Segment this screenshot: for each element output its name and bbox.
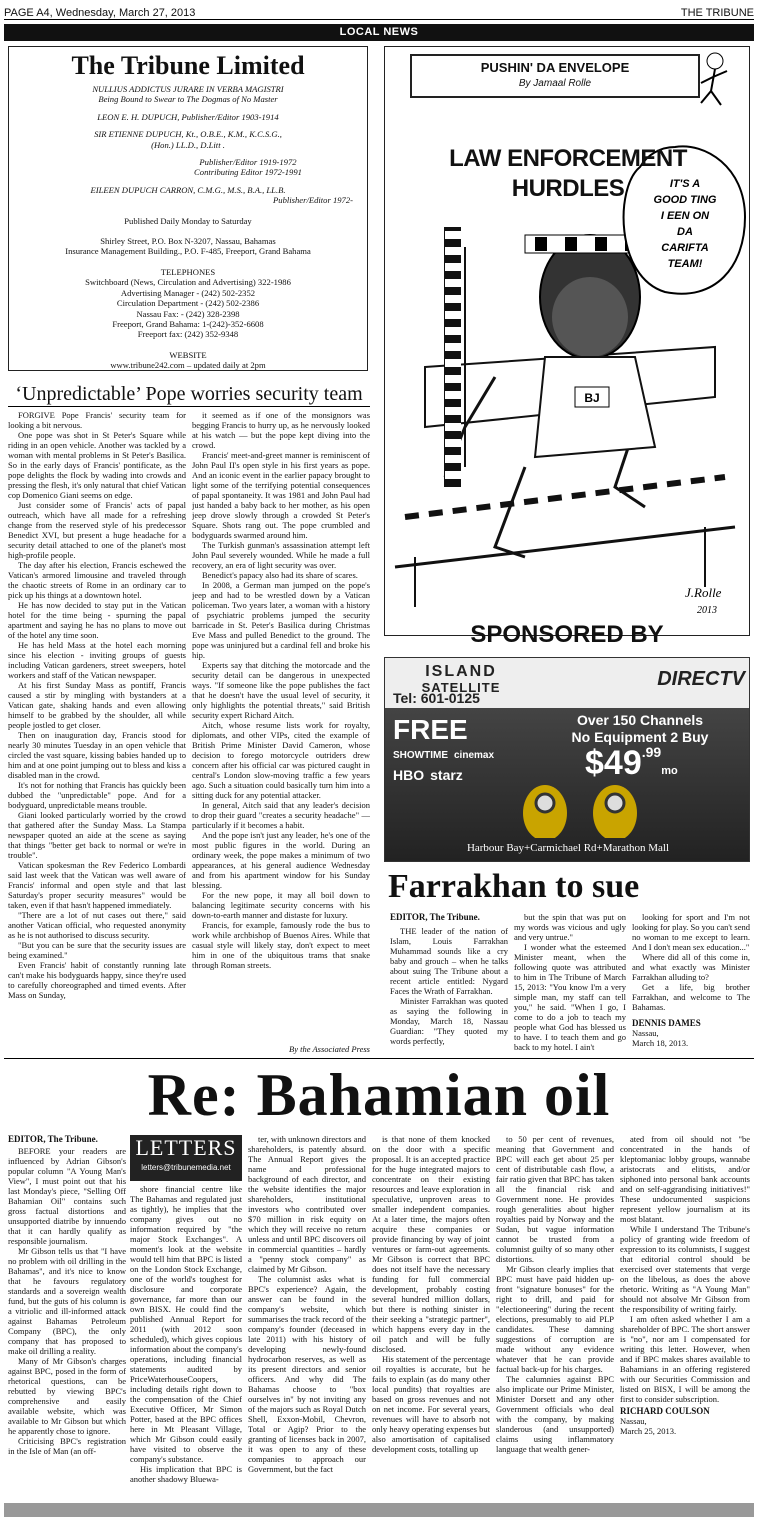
oil-column-6-text: [620, 1134, 750, 1404]
oil-place: Nassau,: [620, 1416, 647, 1426]
paragraph: ated from oil should not "be concentrated in the hands of kleptomaniac lobby groups, wannabe aristocrats and elitists, and/or siphoned into personal bank accounts and on self-aggrandising initiatives!" These undocumented suspicions represent yellow journalism at its most blatant.: [620, 1134, 750, 1224]
paragraph: In 2008, a German man jumped on the pope's jeep and had to be wrestled down by a Vatican policeman. Two years later, a woman with a history of psychiatric problems jumped the security barricade in St. Peter's Basilica during Christmas Eve Mass and pulled Benedict to the ground. The pope was uninjured but a cardinal fell and broke his hip.: [192, 580, 370, 660]
paragraph: His statement of the percentage oil royalties is accurate, but he fails to explain (as do many other local pundits) that royalties are based on gross revenues and not on net income. For several years, revenues will have to absorb not only heavy operating expenses but also amortisation of capitalised development costs, totalling up: [372, 1354, 490, 1454]
masthead-title: The Tribune Limited: [71, 51, 305, 80]
cartoon-author: By Jamaal Rolle: [518, 78, 592, 89]
paragraph: THE leader of the nation of Islam, Louis Farrakhan Muhammad sounds like a cry baby and grouch – when he talks about suing The Tribune about a recent article entitled: Nygard Faces the Wrath of Farrakhan.: [390, 926, 508, 996]
farrakhan-headline: Farrakhan to sue: [388, 868, 640, 905]
oil-column-6: [620, 1134, 750, 1498]
paragraph: "There are a lot of nut cases out there," said another Vatican official, who requested anonymity as he is not authorised to discuss security.: [8, 910, 186, 940]
masthead-pub2d: Contributing Editor 1972-1991: [194, 167, 302, 178]
cartoon-shirt-label: BJ: [584, 391, 600, 405]
paragraph: looking for sport and I'm not looking for play. So you can't send no woman to me except to learn. And I don't mean sex education...": [632, 912, 750, 952]
paragraph: Minister Farrakhan was quoted as saying the following in Monday, March 18, Nassau Guardian: "They quoted my words perfectly,: [390, 996, 508, 1046]
masthead-published: Published Daily Monday to Saturday: [124, 215, 252, 226]
masthead-tel5: Freeport, Grand Bahama: 1-(242)-352-6608: [112, 318, 264, 329]
masthead-web-heading: WEBSITE: [169, 349, 207, 360]
farrakhan-column-3: [632, 912, 750, 1052]
masthead-pub2c: Publisher/Editor 1919-1972: [199, 157, 297, 168]
paragraph: The day after his election, Francis eschewed the Vatican's armored limousine and traveled through the chaotic streets of Rome in an ordinary car to pick up his things at a downtown hotel.: [8, 560, 186, 600]
paragraph: It's not for nothing that Francis has quickly been dubbed the "unpredictable" pope. And for a bodyguard, unpredictable means trouble.: [8, 780, 186, 810]
pope-byline: By the Associated Press: [289, 1044, 370, 1054]
masthead-tel6: Freeport fax: (242) 352-9348: [137, 329, 239, 340]
paragraph: Just consider some of Francis' acts of papal outreach, which have all made for a refreshing change from the reserved style of his predecessor Benedict XVI, but present a huge headache for a security detail attached to one of the planet's most high-profile people.: [8, 500, 186, 560]
paragraph: Aitch, whose resume lists work for royalty, diplomats, and other VIPs, cited the example of British Prime Minister David Cameron, whose decision to forego motorcycle outriders drew concern after his official car was pictured caught in central's London slow-moving traffic a few years ago. Such a situation could basically turn him into a sitting duck for any potential attacker.: [192, 720, 370, 800]
paragraph: Mr Gibson tells us that "I have no problem with oil drilling in the Bahamas", and it's nice to know that he favours regulatory standards and a sovereign wealth fund, but the guts of his column is a vitriolic and ill-informed attack against Bahamas Petroleum Company (BPC), the only company that has proposed to make oil drilling a reality.: [8, 1246, 126, 1356]
farrakhan-date: March 18, 2013.: [632, 1038, 689, 1048]
oil-column-4: [372, 1134, 490, 1498]
bubble-line-3: I EEN ON: [660, 210, 710, 222]
paragraph: The Turkish gunman's assassination attempt left John Paul severely wounded. While he made a full recovery, an era of light security was over.: [192, 540, 370, 570]
paragraph: shore financial centre like The Bahamas and regulated just as tightly), he implies that the company gives out no information required by "the major Stock Exchanges". A moment's look at the website would tell him that BPC is listed on the London Stock Exchange, one of the world's toughest for disclosure and corporate governance, far more than our own BISX. He could find the published Annual Report for 2011 (with 2012 soon scheduled), which gives copious information about the company's operations, including financial statements audited by PriceWaterhouseCoopers, including details right down to the compensation of the Chief Executive Officer, Mr Simon Potter, based at the BPC offices here in Mt Pleasant Village, which Mr Gibson could easily have visited to observe the company's substance.: [130, 1184, 242, 1464]
oil-salutation: EDITOR, The Tribune.: [8, 1134, 98, 1144]
ad-channel-2: cinemax: [454, 750, 495, 761]
editorial-cartoon: [384, 46, 750, 636]
farrakhan-column-2: [514, 912, 626, 1052]
masthead-pub2b: (Hon.) LL.D., D.Litt .: [151, 139, 225, 150]
masthead-tel1: Switchboard (News, Circulation and Advertising) 322-1986: [85, 277, 291, 288]
farrakhan-signature: DENNIS DAMES: [632, 1018, 701, 1028]
paragraph: BEFORE your readers are influenced by Adrian Gibson's popular column "A Young Man's View", I must point out that his last Monday's piece, "Selling Off Bahamian Oil" contains such gross factual distortions and unsupported diatribe by innuendo that it can hardly qualify as responsible journalism.: [8, 1146, 126, 1246]
paragraph: And the pope isn't just any leader, he's one of the most public figures in the world. During an ordinary week, the pope makes a minimum of two appearances, at his general audience Wednesday and from his apartment window for his Sunday blessing.: [192, 830, 370, 890]
masthead-tel3: Circulation Department - (242) 502-2386: [116, 298, 260, 309]
paragraph: Even Francis' habit of constantly running late can't make his bodyguards happy, since they're used to carefully choreographed and timed events. After Mass on Sunday,: [8, 960, 186, 1000]
paragraph: is that none of them knocked on the door with a specific proposal. It is an accepted practice for the huge integrated majors to concentrate on their existing resources and leave exploration in speculative, unproven areas to smaller independent companies. At a later time, the majors often acquire these companies or provide financing by way of joint ventures or farm-out agreements. Mr Gibson is correct that BPC does not itself have the necessary funding for full commercial development, probably costing several hundred million dollars, but there is nothing sinister in their seeking a "strategic partner", which happens every day in the oil patch and will be fully disclosed.: [372, 1134, 490, 1354]
paragraph: Benedict's papacy also had its share of scares.: [202, 570, 358, 580]
paragraph: Criticising BPC's registration in the Isle of Man (an off-: [8, 1436, 126, 1456]
pope-column-1: [8, 410, 186, 1056]
masthead-motto-en: Being Bound to Swear to The Dogmas of No Master: [98, 94, 278, 105]
paragraph: The calumnies against BPC also implicate our Prime Minister, Minister Dorsett and any other Government officials who deal with the company, by making slanderous (and unsupported) claims using inflammatory language that wealth gener-: [496, 1374, 614, 1454]
paragraph: He has held Mass at the hotel each morning since his election - inviting groups of guests including Vatican gardeners, street sweepers, hotel workers and staff of the Vatican newspaper.: [8, 640, 186, 680]
ad-price-cents: .99: [641, 744, 662, 760]
farrakhan-column-1: [390, 912, 508, 1052]
paragraph: I am often asked whether I am a shareholder of BPC. The short answer is "no", nor am I compensated for writing this letter. However, when and if BPC makes shares available to Bahamians in an offering registered with our Securities Commission and listed on BISX, I will be among the first to consider subscription.: [620, 1314, 750, 1404]
paragraph: FORGIVE Pope Francis' security team for looking a bit nervous.: [8, 410, 186, 430]
ad-price-per: mo: [661, 765, 678, 777]
page-date: PAGE A4, Wednesday, March 27, 2013: [4, 7, 196, 19]
masthead-tel4: Nassau Fax: - (242) 328-2398: [136, 308, 240, 319]
paragraph: For the new pope, it may all boil down to balancing legitimate security concerns with his down-to-earth manner and distaste for luxury.: [192, 890, 370, 920]
paragraph: Francis' meet-and-greet manner is reminiscent of John Paul II's open style in his first years as pope. And an iconic event in the earlier papacy brought to light some of the terrifying potential consequences of papal spontaneity. It was 1981 and John Paul had just handed a baby back to her mother, as his open jeep drove slowly through a crowded St Peter's Square. Shots rang out. The pope crumbled and bodyguards swarmed around him.: [192, 450, 370, 540]
section-label: LOCAL NEWS: [4, 24, 754, 41]
oil-headline: Re: Bahamian oil: [147, 1062, 611, 1128]
paragraph: Where did all of this come in, and what exactly was Minister Farrakhan alluding to?: [632, 952, 750, 982]
paragraph: Mr Gibson clearly implies that BPC must have paid hidden up-front "signature bonuses" for the right to drill, and paid for "electioneering" during the recent elections, presumably to aid PLP candidates. These damning suggestions of corruption are made without any evidence whatever that he can provide factual back-up for his charges.: [496, 1264, 614, 1374]
bubble-line-1: IT'S A: [669, 178, 701, 190]
masthead-pub3: EILEEN DUPUCH CARRON, C.M.G., M.S., B.A., LL.B.: [90, 184, 286, 195]
masthead-pub3b: Publisher/Editor 1972-: [273, 195, 353, 206]
letters-badge: [130, 1135, 242, 1181]
ad-brand-2: SATELLITE: [421, 680, 501, 695]
paragraph: He has now decided to stay put in the Vatican hotel for the time being - spurning the papal apartment and saying he has no plans to move out of the hotel any time soon.: [8, 600, 186, 640]
letters-label: LETTERS: [135, 1135, 237, 1160]
cartoonist-signature: J.Rolle: [685, 585, 722, 600]
masthead-pub2: SIR ETIENNE DUPUCH, Kt., O.B.E., K.M., K.C.S.G.,: [94, 129, 282, 140]
pope-headline-rule: [8, 406, 370, 407]
cartoon-headline: LAW ENFORCEMENT HURDLES: [449, 145, 687, 202]
oil-column-2: [130, 1184, 242, 1498]
paragraph: "But you can be sure that the security issues are being examined.": [8, 940, 186, 960]
paragraph: I wonder what the esteemed Minister meant, when the following quote was attributed to him in The Tribune of March 15, 2013: "You know I'm a very simple man, my staff can tell you," he said. "When I go, I come to do a job to teach my people what God has blessed us to have. I to teach them and go back to my hotel. I ain't: [514, 942, 626, 1052]
ad-channel-4: starz: [430, 767, 463, 783]
section-divider: [4, 1058, 754, 1059]
paragraph: One pope was shot in St Peter's Square while riding in an open vehicle. Another was tackled by a woman with mental problems in St Peter's Basilica. So in the early days of Francis' pontificate, as the pope delights the flock by wading into crowds and pressing the flesh, it's only natural that chief Vatican cop Domenico Giani seems on edge.: [8, 430, 186, 500]
masthead-web: www.tribune242.com – updated daily at 2pm: [110, 360, 266, 371]
paragraph: to 50 per cent of revenues, meaning that Government and BPC will each get about 25 per cent of distributable cash flow, a fair ratio given that BPC has taken all the financial risk and Government none. He provides rough generalities about higher royalties paid by Norway and the Sudan, but vague information cannot be trusted from a columnist guilty of so many other distortions.: [496, 1134, 614, 1264]
farrakhan-salutation: EDITOR, The Tribune.: [390, 912, 480, 922]
paragraph: His implication that BPC is another shadowy Bluewa-: [130, 1464, 242, 1484]
paragraph: it seemed as if one of the monsignors was begging Francis to hurry up, as he nervously looked at his watch — but the pope kept diving into the crowd.: [192, 410, 370, 450]
letters-email: letters@tribunemedia.net: [141, 1163, 231, 1172]
paragraph: In general, Aitch said that any leader's decision to drop their guard "creates a security headache" — particularly if it becomes a habit.: [192, 800, 370, 830]
pope-headline: ‘Unpredictable’ Pope worries security team: [15, 383, 363, 405]
masthead-pub1: LEON E. H. DUPUCH, Publisher/Editor 1903-1914: [97, 111, 279, 122]
masthead-tel-heading: TELEPHONES: [160, 266, 216, 277]
oil-column-1: [8, 1134, 126, 1498]
cartoon-strip-title-box: [410, 54, 700, 98]
paragraph: ter, with unknown directors and shareholders, is patently absurd. The Annual Report gives the name and professional background of each director, and the website identifies the major shareholders, institutional investors who contributed over $70 million in risk equity on which they will receive no return unless and until BPC discovers oil in commercial quantities – hardly a "penny stock company" as claimed by Mr Gibson.: [248, 1134, 366, 1274]
oil-date: March 25, 2013.: [620, 1426, 677, 1436]
oil-column-3: [248, 1134, 366, 1498]
ad-locations: Harbour Bay+Carmichael Rd+Marathon Mall: [466, 842, 670, 854]
paragraph: Then on inauguration day, Francis stood for nearly 30 minutes Tuesday in an open vehicle that circled the vast square, kissing babies handed up to him and at one point jumping out to bless and kiss a disabled man in the crowd.: [8, 730, 186, 780]
oil-column-5: [496, 1134, 614, 1498]
masthead: [8, 46, 368, 371]
bubble-line-2: GOOD TING: [653, 194, 717, 206]
masthead-addr1: Shirley Street, P.O. Box N-3207, Nassau, Bahamas: [100, 236, 276, 247]
oil-column-1-text: [8, 1146, 126, 1456]
pope-column-2: [192, 410, 370, 1042]
paragraph: Get a life, big brother Farrakhan, and welcome to The Bahamas.: [632, 982, 750, 1012]
masthead-motto: NULLIUS ADDICTUS JURARE IN VERBA MAGISTRI: [92, 84, 284, 94]
cartoon-illustration: [385, 47, 750, 636]
paper-name: THE TRIBUNE: [680, 7, 754, 19]
oil-signature: RICHARD COULSON: [620, 1406, 710, 1416]
cartoon-strip-title: PUSHIN' DA ENVELOPE: [480, 60, 630, 75]
advertisement: [384, 657, 750, 862]
sponsored-by: SPONSORED BY: [470, 621, 664, 648]
paragraph: At his first Sunday Mass as pontiff, Francis caused a stir by mingling with bystanders at a Vatican gate, shaking hands and even allowing himself to be grabbed by the shoulder, all while people jostled to get closer.: [8, 680, 186, 730]
ad-directv: DIRECTV: [657, 668, 745, 690]
ad-phone: Tel: 601-0125: [393, 690, 480, 706]
masthead-addr2: Insurance Management Building., P.O. F-485, Freeport, Grand Bahama: [65, 246, 311, 257]
paragraph: Francis, for example, famously rode the bus to work while archbishop of Buenos Aires. While that casual style will likely stay, don't expect to meet him in one of the ubiquitous trams that snake through Roman streets.: [192, 920, 370, 970]
ad-free: FREE: [393, 714, 468, 745]
paragraph: Many of Mr Gibson's charges against BPC, posed in the form of rhetorical questions, can be rebutted by viewing BPC's comprehensive and easily available website, which was available to Mr Gibson but which he apparently chose to ignore.: [8, 1356, 126, 1436]
farrakhan-column-3-text: [632, 912, 750, 1012]
paragraph: Vatican spokesman the Rev Federico Lombardi said last week that the Vatican was well aware of Francis' informal and open style and that last Saturday's proper security measures" would be taken, even if that hasn't happened immediately.: [8, 860, 186, 910]
ad-offer-2: No Equipment 2 Buy: [571, 729, 709, 745]
footer-bar: [4, 1503, 754, 1517]
ad-price: $49: [585, 744, 642, 782]
farrakhan-column-1-text: [390, 926, 508, 1046]
paragraph: but the spin that was put on my words was vicious and ugly and very untrue.": [514, 912, 626, 942]
paragraph: The columnist asks what is BPC's experience? Again, the answer can be found in the company's website, which summarises the track record of the company's founder (deceased in late 2011) with his history of developing newly-found hydrocarbon reserves, as well as its present directors and senior officers. And why did The Bahamas choose to "box ourselves in" by not inviting any of the majors such as Royal Dutch Shell, Exxon-Mobil, Chevron, Total or Agip? Prior to the granting of licenses back in 2007, it was open to any of these companies to approach our Government, but the fact: [248, 1274, 366, 1474]
masthead-tel2: Advertising Manager - (242) 502-2352: [120, 287, 256, 298]
bubble-line-4: DA: [677, 226, 693, 238]
bubble-line-5: CARIFTA: [661, 242, 709, 254]
bubble-line-6: TEAM!: [667, 258, 703, 270]
farrakhan-place: Nassau,: [632, 1028, 659, 1038]
ad-mascots: [485, 778, 685, 838]
ad-offer-1: Over 150 Channels: [576, 712, 704, 728]
paragraph: Experts say that ditching the motorcade and the security detail can be dangerous in unexpected ways. "If someone like the pope publishes the fact that he doesn't have the usual level of security, it only highlights the potential threats," said British security expert Richard Aitch.: [192, 660, 370, 720]
ad-channel-1: SHOWTIME: [393, 750, 448, 761]
paragraph: While I understand The Tribune's policy of granting wide freedom of expression to its columnists, I suggest that editorial control should be exercised over statements that verge on the libelous, as does the above rhetoric. Writing as "A Young Man" should not absolve Mr Gibson from the responsibility of writing fairly.: [620, 1224, 750, 1314]
cartoonist-year: 2013: [697, 605, 717, 616]
paragraph: Giani looked particularly worried by the crowd that gathered after the Sunday Mass. La Stampa newspaper quoted an aide at the scene as saying that things "better get back to normal or we're in trouble".: [8, 810, 186, 860]
page-header: [4, 4, 754, 20]
ad-brand-1: ISLAND: [425, 663, 497, 680]
ad-channel-3: HBO: [393, 767, 425, 783]
